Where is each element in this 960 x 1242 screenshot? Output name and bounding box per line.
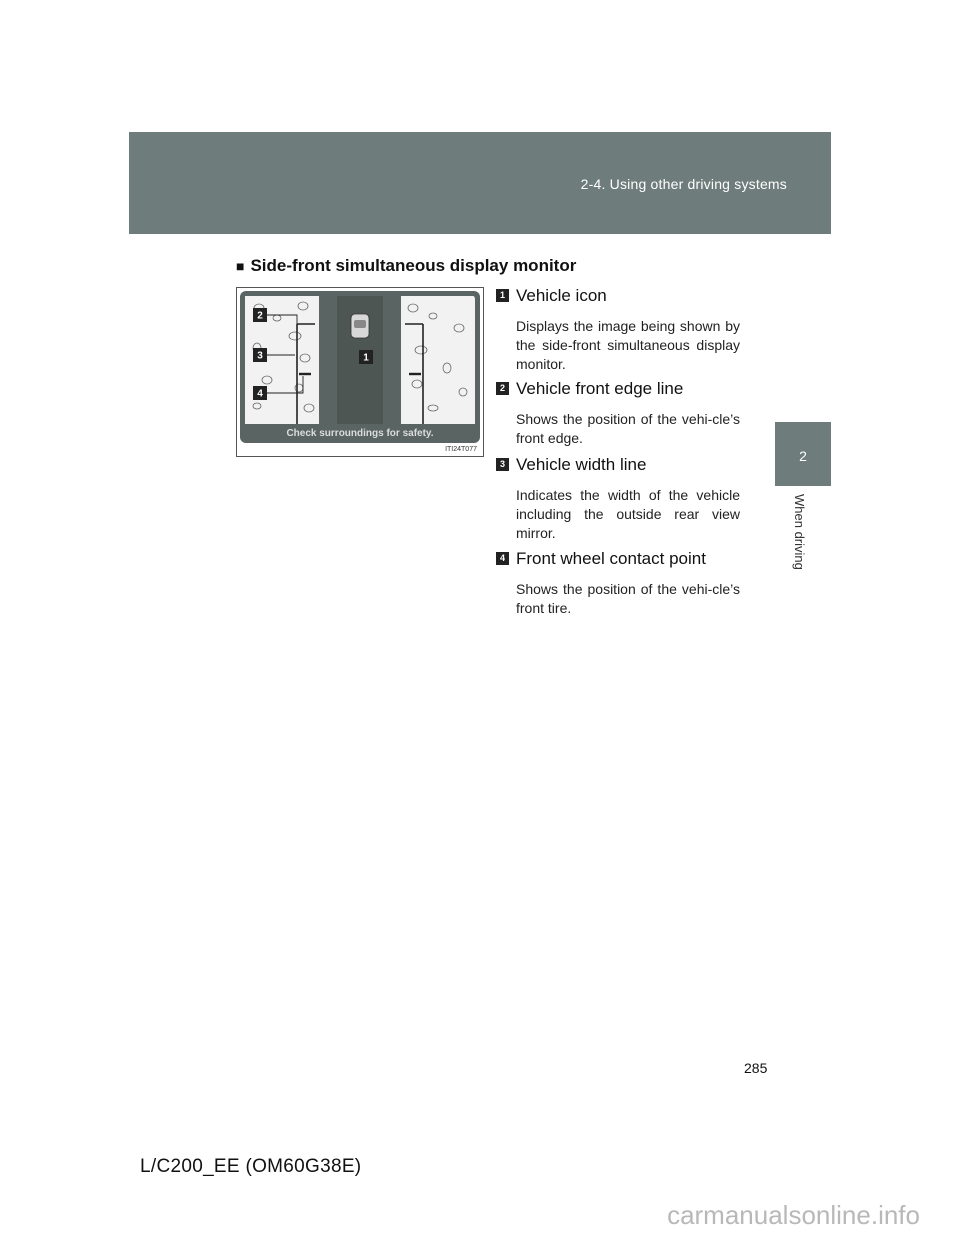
svg-text:4: 4 — [257, 388, 263, 400]
chapter-number: 2 — [799, 448, 807, 464]
number-badge: 3 — [496, 458, 509, 471]
legend-title: Front wheel contact point — [516, 549, 706, 568]
header-bar — [129, 132, 831, 234]
monitor-illustration — [236, 287, 484, 457]
legend-item-vehicle-icon — [496, 285, 744, 374]
section-title — [236, 256, 576, 276]
svg-text:2: 2 — [257, 310, 263, 322]
legend-description: Indicates the width of the vehicle including the outside rear view mirror. — [516, 487, 740, 541]
monitor-screen-drawing — [237, 288, 483, 456]
legend-item-width-line — [496, 454, 744, 543]
number-badge: 2 — [496, 382, 509, 395]
callout-1 — [359, 350, 373, 364]
number-badge: 1 — [496, 289, 509, 302]
svg-text:3: 3 — [257, 350, 263, 362]
right-camera-view — [401, 296, 475, 424]
legend-item-wheel-contact — [496, 548, 744, 618]
watermark: carmanualsonline.info — [667, 1200, 920, 1230]
number-badge: 4 — [496, 552, 509, 565]
svg-text:1: 1 — [363, 352, 369, 364]
page-number: 285 — [744, 1060, 768, 1076]
chapter-label — [791, 494, 809, 584]
caution-text: Check surroundings for safety. — [286, 428, 434, 439]
legend-description: Shows the position of the vehi-cle’s front edge. — [516, 411, 740, 446]
chapter-label-text: When driving — [792, 494, 807, 570]
figure-code: ITI24T077 — [445, 446, 477, 453]
header-section-title: 2-4. Using other driving systems — [580, 176, 787, 192]
square-bullet-icon: ■ — [236, 258, 245, 274]
chapter-tab — [775, 422, 831, 486]
vehicle-icon — [351, 314, 369, 338]
legend-title: Vehicle front edge line — [516, 379, 684, 398]
legend-title: Vehicle icon — [516, 286, 607, 305]
legend-title: Vehicle width line — [516, 455, 647, 474]
legend-description: Displays the image being shown by the side-front simultaneous display monitor. — [516, 318, 740, 372]
legend-item-front-edge-line — [496, 378, 744, 448]
legend-description: Shows the position of the vehi-cle’s front tire. — [516, 581, 740, 616]
section-title-text: Side-front simultaneous display monitor — [250, 256, 577, 275]
document-code: L/C200_EE (OM60G38E) — [140, 1156, 362, 1177]
